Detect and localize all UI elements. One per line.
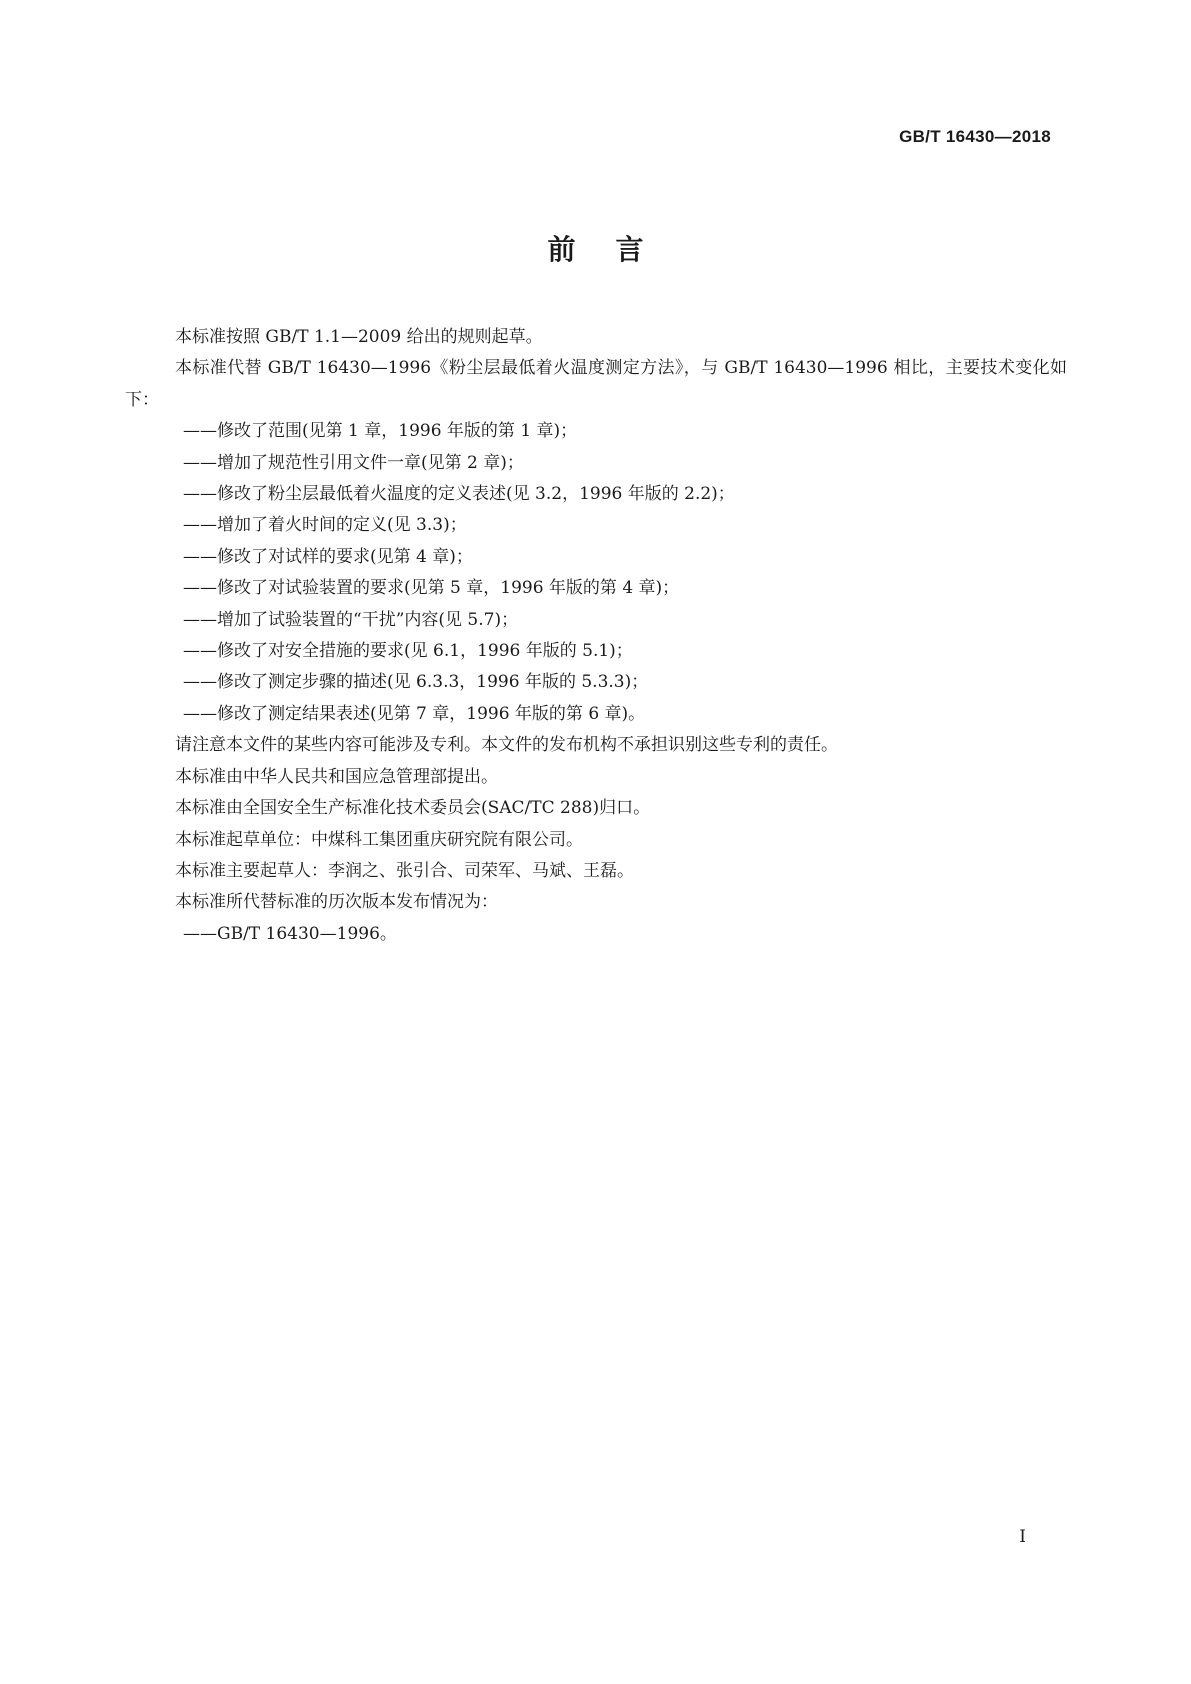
change-item: ——增加了规范性引用文件一章(见第 2 章)；: [183, 452, 524, 473]
paragraph-drafting-unit: 本标准起草单位：中煤科工集团重庆研究院有限公司。: [175, 829, 583, 850]
paragraph-replacement: 本标准代替 GB/T 16430—1996《粉尘层最低着火温度测定方法》，与 GB/T 16430—1996 相比，主要技术变化如下：: [125, 358, 1067, 410]
change-item: ——修改了对试验装置的要求(见第 5 章，1996 年版的第 4 章)；: [183, 578, 680, 599]
change-item: ——修改了粉尘层最低着火温度的定义表述(见 3.2，1996 年版的 2.2)；: [183, 484, 735, 505]
page-number: I: [1019, 1527, 1026, 1547]
change-item: ——修改了测定结果表述(见第 7 章，1996 年版的第 6 章)。: [183, 703, 646, 724]
history-item: ——GB/T 16430—1996。: [183, 923, 397, 944]
standard-number: GB/T 16430—2018: [899, 127, 1051, 146]
change-item: ——修改了对安全措施的要求(见 6.1，1996 年版的 5.1)；: [183, 641, 633, 662]
paragraph-history-intro: 本标准所代替标准的历次版本发布情况为：: [175, 892, 498, 913]
change-item: ——修改了范围(见第 1 章，1996 年版的第 1 章)；: [183, 421, 578, 442]
paragraph-drafting-rules: 本标准按照 GB/T 1.1—2009 给出的规则起草。: [175, 327, 543, 347]
change-item: ——修改了测定步骤的描述(见 6.3.3，1996 年版的 5.3.3)；: [183, 672, 649, 693]
change-item: ——增加了着火时间的定义(见 3.3)；: [183, 515, 467, 536]
change-item: ——增加了试验装置的“干扰”内容(见 5.7)；: [183, 609, 519, 630]
page-title: 前言: [547, 233, 684, 266]
paragraph-committee: 本标准由全国安全生产标准化技术委员会(SAC/TC 288)归口。: [175, 798, 651, 819]
paragraph-proposer: 本标准由中华人民共和国应急管理部提出。: [175, 766, 498, 787]
paragraph-drafters: 本标准主要起草人：李润之、张引合、司荣军、马斌、王磊。: [175, 860, 634, 881]
change-item: ——修改了对试样的要求(见第 4 章)；: [183, 546, 473, 567]
foreword-body: [125, 322, 1067, 950]
paragraph-patent-notice: 请注意本文件的某些内容可能涉及专利。本文件的发布机构不承担识别这些专利的责任。: [175, 735, 838, 756]
